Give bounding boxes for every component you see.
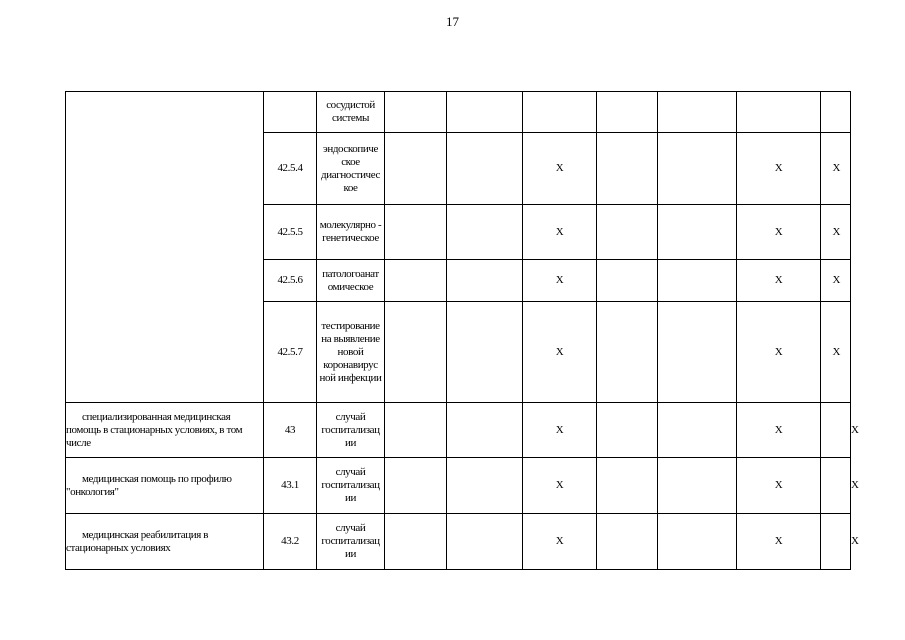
- data-table: [65, 91, 859, 570]
- value-cell: X: [737, 205, 821, 260]
- value-cell: [447, 514, 523, 570]
- value-cell: [821, 458, 851, 514]
- value-cell: [658, 302, 737, 403]
- row-name: специализированная медицинская помощь в стационарных условиях, в том числе: [66, 410, 243, 449]
- value-cell: [447, 133, 523, 205]
- value-cell: X: [523, 205, 597, 260]
- value-cell: [385, 403, 447, 458]
- table-row: медицинская помощь по профилю "онкология" 43.1 случай госпитализац ии X X X: [66, 458, 851, 514]
- number-cell: 43: [264, 403, 317, 458]
- name-cell: [66, 403, 264, 458]
- value-cell: [658, 205, 737, 260]
- value-cell: X: [821, 260, 851, 302]
- value-cell: [447, 260, 523, 302]
- value-cell: [597, 514, 658, 570]
- value-cell: [737, 92, 821, 133]
- value-cell: [385, 133, 447, 205]
- value-cell: [658, 133, 737, 205]
- name-cell: [66, 92, 264, 403]
- row-name: медицинская помощь по профилю "онкология": [66, 472, 232, 498]
- row-name: медицинская реабилитация в стационарных условиях: [66, 528, 209, 554]
- value-cell: [821, 92, 851, 133]
- value-cell: X: [523, 133, 597, 205]
- unit-cell: сосудистой системы: [317, 92, 385, 133]
- value-cell: [597, 92, 658, 133]
- unit-cell: эндоскопиче ское диагностичес кое: [317, 133, 385, 205]
- unit-cell: случай госпитализац ии: [317, 403, 385, 458]
- value-cell: [597, 133, 658, 205]
- value-cell: X: [737, 302, 821, 403]
- value-cell: [658, 514, 737, 570]
- number-cell: 42.5.4: [264, 133, 317, 205]
- value-cell: X: [737, 514, 821, 570]
- value-cell: [658, 458, 737, 514]
- unit-cell: молекулярно - генетическое: [317, 205, 385, 260]
- value-cell: [821, 403, 851, 458]
- value-cell: [658, 92, 737, 133]
- value-cell: [385, 205, 447, 260]
- value-cell: [597, 403, 658, 458]
- unit-cell: тестирование на выявление новой коронавирус ной инфекции: [317, 302, 385, 403]
- value-cell: X: [821, 302, 851, 403]
- value-cell: X: [523, 403, 597, 458]
- unit-cell: случай госпитализац ии: [317, 458, 385, 514]
- number-cell: 43.1: [264, 458, 317, 514]
- number-cell: 42.5.6: [264, 260, 317, 302]
- value-cell: [597, 205, 658, 260]
- unit-cell: случай госпитализац ии: [317, 514, 385, 570]
- value-cell: X: [737, 458, 821, 514]
- value-cell: X: [737, 403, 821, 458]
- value-cell: [447, 205, 523, 260]
- table-row: специализированная медицинская помощь в стационарных условиях, в том числе 43 случай госпитализац ии X X X: [66, 403, 851, 458]
- name-cell: [66, 514, 264, 570]
- value-cell: [447, 302, 523, 403]
- value-cell: X: [737, 260, 821, 302]
- value-cell: [821, 514, 851, 570]
- table-row: [66, 92, 851, 133]
- value-cell: X: [523, 458, 597, 514]
- value-cell: X: [523, 302, 597, 403]
- value-cell: [385, 260, 447, 302]
- value-cell: [385, 458, 447, 514]
- value-cell: X: [523, 260, 597, 302]
- value-cell: [658, 403, 737, 458]
- number-cell: 43.2: [264, 514, 317, 570]
- value-cell: [385, 92, 447, 133]
- value-cell: X: [523, 514, 597, 570]
- value-cell: [447, 458, 523, 514]
- table-row: медицинская реабилитация в стационарных условиях 43.2 случай госпитализац ии X X X: [66, 514, 851, 570]
- value-cell: [597, 260, 658, 302]
- name-cell: [66, 458, 264, 514]
- page-number: 17: [446, 14, 459, 29]
- value-cell: [385, 514, 447, 570]
- value-cell: [385, 302, 447, 403]
- number-cell: [264, 92, 317, 133]
- number-cell: 42.5.5: [264, 205, 317, 260]
- value-cell: [523, 92, 597, 133]
- value-cell: [447, 92, 523, 133]
- value-cell: [658, 260, 737, 302]
- unit-cell: патологоанат омическое: [317, 260, 385, 302]
- value-cell: [447, 403, 523, 458]
- value-cell: [597, 302, 658, 403]
- value-cell: [597, 458, 658, 514]
- value-cell: X: [821, 205, 851, 260]
- value-cell: X: [821, 133, 851, 205]
- value-cell: X: [737, 133, 821, 205]
- number-cell: 42.5.7: [264, 302, 317, 403]
